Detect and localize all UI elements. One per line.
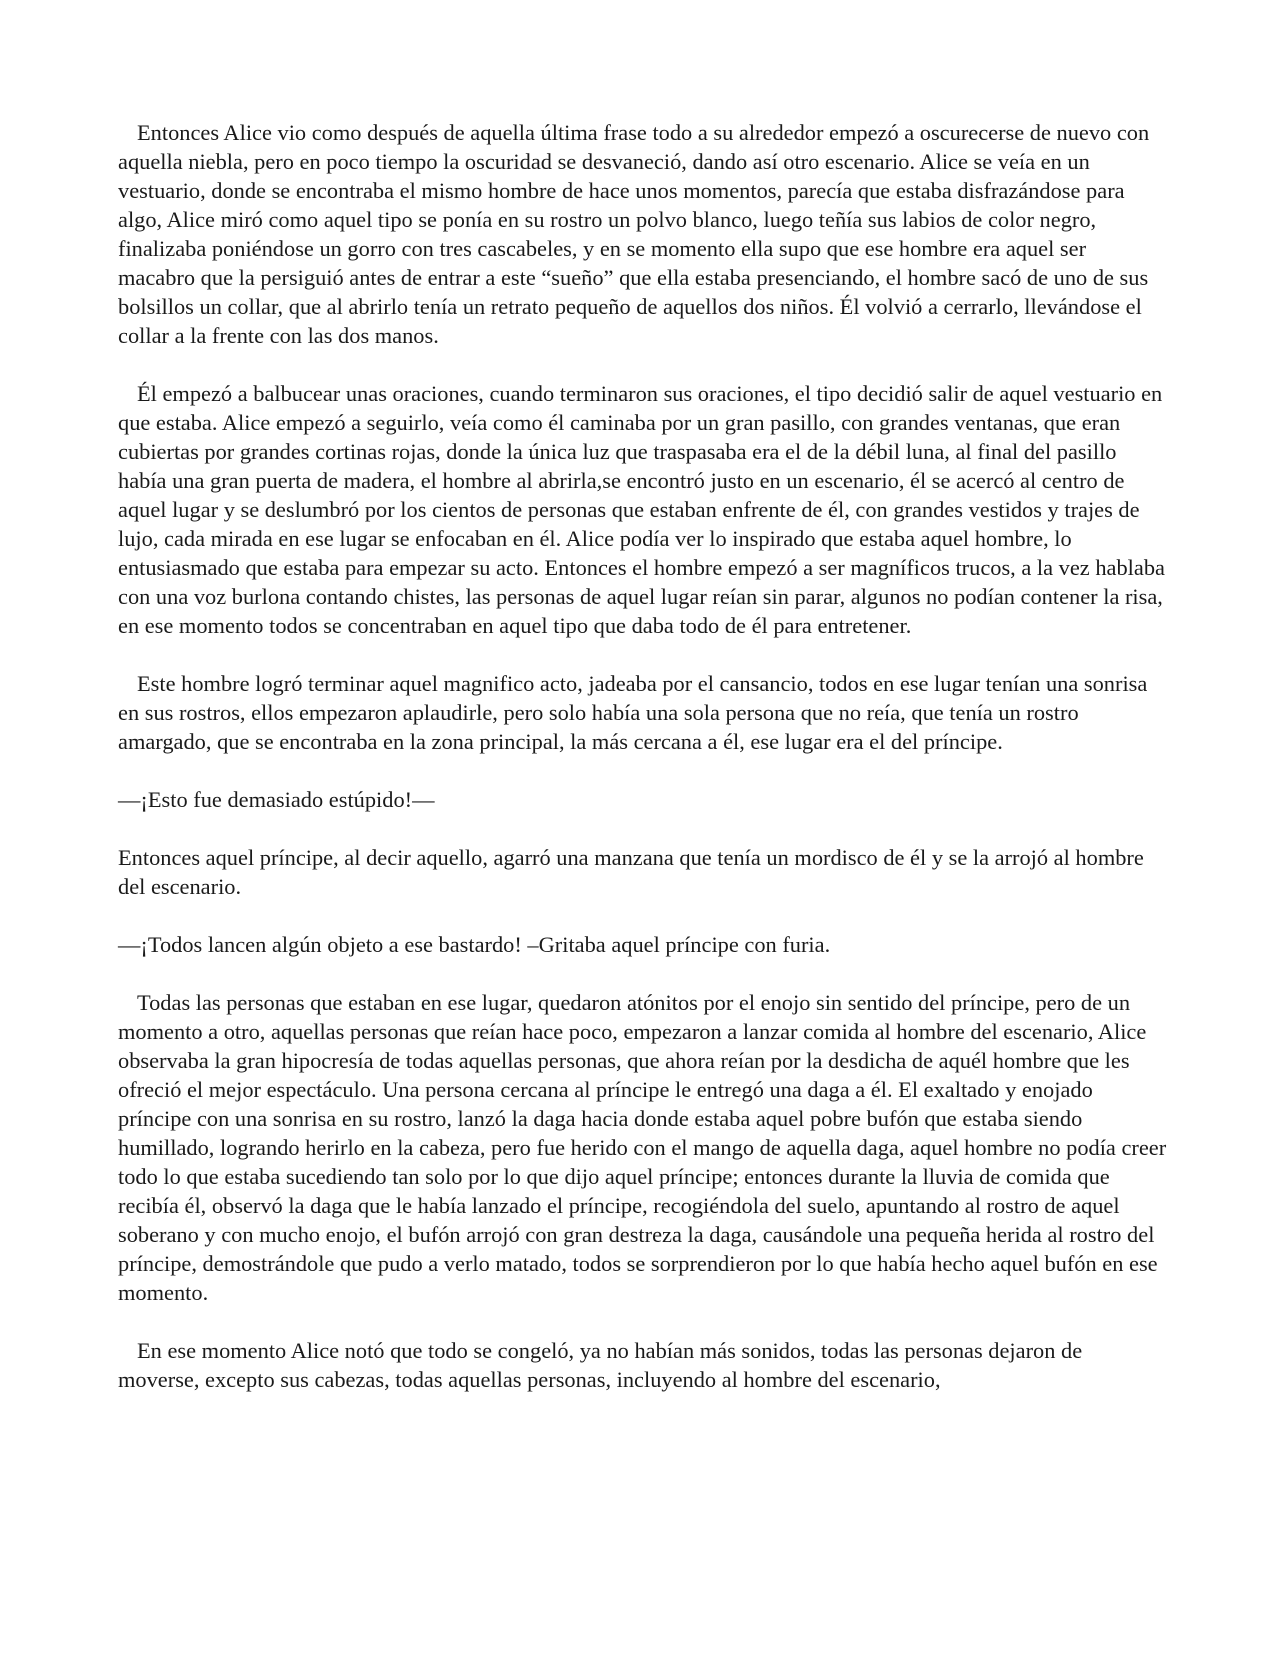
dialogue-line: —¡Todos lancen algún objeto a ese bastardo! –Gritaba aquel príncipe con furia. (118, 932, 831, 957)
paragraph: Este hombre logró terminar aquel magnifico acto, jadeaba por el cansancio, todos en ese lugar tenían una sonrisa en sus rostros, ellos empezaron aplaudirle, pero solo había una sola persona que no reía, que tenía un rostro amargado, que se encontraba en la zona principal, la más cercana a él, ese lugar era el del príncipe. (118, 671, 1148, 754)
paragraph: Él empezó a balbucear unas oraciones, cuando terminaron sus oraciones, el tipo decidió salir de aquel vestuario en que estaba. Alice empezó a seguirlo, veía como él caminaba por un gran pasillo, con grandes ventanas, que eran cubiertas por grandes cortinas rojas, donde la única luz que traspasaba era el de la débil luna, al final del pasillo había una gran puerta de madera, el hombre al abrirla,se encontró justo en un escenario, él se acercó al centro de aquel lugar y se deslumbró por los cientos de personas que estaban enfrente de él, con grandes vestidos y trajes de lujo, cada mirada en ese lugar se enfocaban en él. Alice podía ver lo inspirado que estaba aquel hombre, lo entusiasmado que estaba para empezar su acto. Entonces el hombre empezó a ser magníficos trucos, a la vez hablaba con una voz burlona contando chistes, las personas de aquel lugar reían sin parar, algunos no podían contener la risa, en ese momento todos se concentraban en aquel tipo que daba todo de él para entretener. (118, 381, 1165, 638)
paragraph: Entonces aquel príncipe, al decir aquello, agarró una manzana que tenía un mordisco de él y se la arrojó al hombre del escenario. (118, 845, 1144, 899)
paragraph: Entonces Alice vio como después de aquella última frase todo a su alrededor empezó a oscurecerse de nuevo con aquella niebla, pero en poco tiempo la oscuridad se desvaneció, dando así otro escenario. Alice se veía en un vestuario, donde se encontraba el mismo hombre de hace unos momentos, parecía que estaba disfrazándose para algo, Alice miró como aquel tipo se ponía en su rostro un polvo blanco, luego teñía sus labios de color negro, finalizaba poniéndose un gorro con tres cascabeles, y en se momento ella supo que ese hombre era aquel ser macabro que la persiguió antes de entrar a este “sueño” que ella estaba presenciando, el hombre sacó de uno de sus bolsillos un collar, que al abrirlo tenía un retrato pequeño de aquellos dos niños. Él volvió a cerrarlo, llevándose el collar a la frente con las dos manos. (118, 120, 1150, 348)
paragraph: Todas las personas que estaban en ese lugar, quedaron atónitos por el enojo sin sentido del príncipe, pero de un momento a otro, aquellas personas que reían hace poco, empezaron a lanzar comida al hombre del escenario, Alice observaba la gran hipocresía de todas aquellas personas, que ahora reían por la desdicha de aquél hombre que les ofreció el mejor espectáculo. Una persona cercana al príncipe le entregó una daga a él. El exaltado y enojado príncipe con una sonrisa en su rostro, lanzó la daga hacia donde estaba aquel pobre bufón que estaba siendo humillado, logrando herirlo en la cabeza, pero fue herido con el mango de aquella daga, aquel hombre no podía creer todo lo que estaba sucediendo tan solo por lo que dijo aquel príncipe; entonces durante la lluvia de comida que recibía él, observó la daga que le había lanzado el príncipe, recogiéndola del suelo, apuntando al rostro de aquel soberano y con mucho enojo, el bufón arrojó con gran destreza la daga, causándole una pequeña herida al rostro del príncipe, demostrándole que pudo a verlo matado, todos se sorprendieron por lo que había hecho aquel bufón en ese momento. (118, 990, 1167, 1305)
paragraph: En ese momento Alice notó que todo se congeló, ya no habían más sonidos, todas las personas dejaron de moverse, excepto sus cabezas, todas aquellas personas, incluyendo al hombre del escenario, (118, 1338, 1083, 1392)
document-page (118, 118, 1168, 1394)
dialogue-line: —¡Esto fue demasiado estúpido!— (118, 787, 435, 812)
